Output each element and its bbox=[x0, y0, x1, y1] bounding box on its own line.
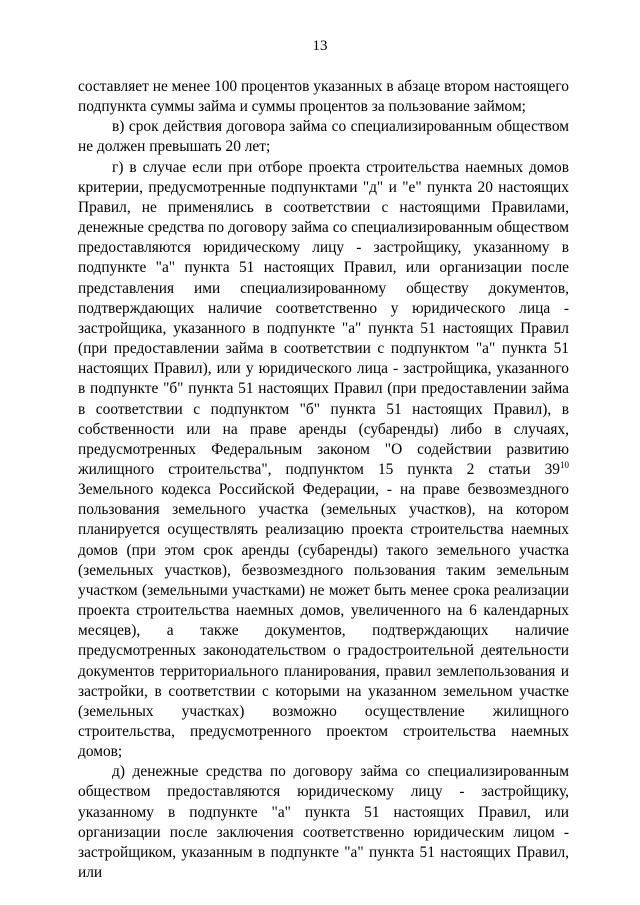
document-body bbox=[78, 77, 569, 883]
paragraph-item-d: д) денежные средства по договору займа со специализированным обществом предоставляются юридическому лицу - застройщику, указанному в подпункте "а" пункта 51 настоящих Правил, или организации после заключения соответственно юридическим лицом - застройщиком, указанным в подпункте "а" пункта 51 настоящих Правил, или bbox=[78, 763, 569, 882]
paragraph-item-v: в) срок действия договора займа со специализированным обществом не должен превышать 20 лет; bbox=[78, 118, 569, 156]
item-g-text-after-footnote: Земельного кодекса Российской Федерации, - на праве безвозмездного пользования земельного участка (земельных участков), на котором планируется осуществлять реализацию проекта строительства наемных домов (при этом срок аренды (субаренды) такого земельного участка (земельных участков), безвозмездного пользования таким земельным участком (земельными участками) не может быть менее срока реализации проекта строительства наемных домов, увеличенного на 6 календарных месяцев), а также документов, подтверждающих наличие предусмотренных законодательством о градостроительной деятельности документов территориального планирования, правил землепользования и застройки, в соответствии с которыми на указанном земельном участке (земельных участках) возможно осуществление жилищного строительства, предусмотренного проектом строительства наемных домов; bbox=[78, 481, 569, 761]
paragraph-continuation: составляет не менее 100 процентов указанных в абзаце втором настоящего подпункта суммы займа и суммы процентов за пользование займом; bbox=[78, 78, 569, 116]
page-number: 13 bbox=[312, 38, 328, 54]
item-g-text-before-footnote: г) в случае если при отборе проекта строительства наемных домов критерии, предусмотренные подпунктами "д" и "е" пункта 20 настоящих Правил, не применялись в соответствии с настоящими Правилами, денежные средства по договору займа со специализированным обществом предоставляются юридическому лицу - застройщику, указанному в подпункте "а" пункта 51 настоящих Правил, или организации после представления ими специализированному обществу документов, подтверждающих наличие соответственно у юридического лица - застройщика, указанного в подпункте "а" пункта 51 настоящих Правил (при предоставлении займа в соответствии с подпунктом "а" пункта 51 настоящих Правил), или у юридического лица - застройщика, указанного в подпункте "б" пункта 51 настоящих Правил (при предоставлении займа в соответствии с подпунктом "б" пункта 51 настоящих Правил), в собственности или на праве аренды (субаренды) либо в случаях, предусмотренных Федеральным законом "О содействии развитию жилищного строительства", подпунктом 15 пункта 2 статьи 39 bbox=[78, 158, 569, 478]
paragraph-item-g bbox=[78, 158, 569, 763]
article-39-superscript: 10 bbox=[560, 459, 569, 470]
